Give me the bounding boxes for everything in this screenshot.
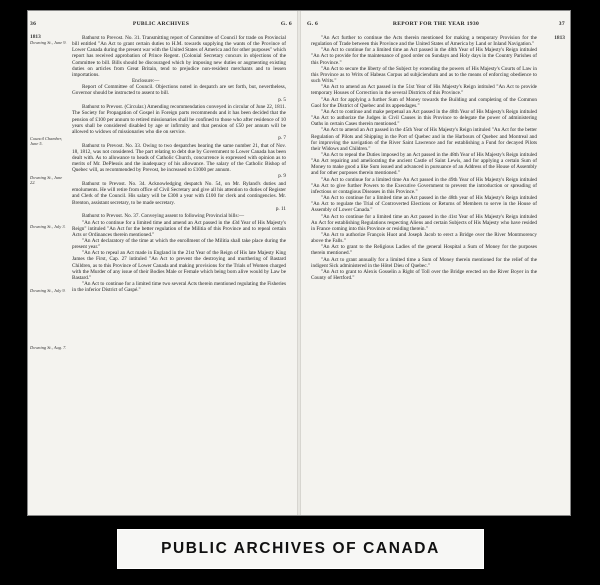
margin-note: Downing St., Aug. 7.	[30, 345, 67, 350]
right-running-title: REPORT FOR THE YEAR 1930	[392, 21, 480, 27]
paragraph: Bathurst to Prevost. No. 37. Conveying assent to following Provincial bills:—	[82, 213, 245, 220]
paragraph: Enclosure:—	[132, 78, 160, 85]
paragraph: "An Act to continue and make perpetual an Act passed in the 48th Year of His Majesty's Reign intituled "An Act to authorize the Judges in Civil Causes in this Province to delegate the power of administering Oaths in certain Cases therein mentioned."	[311, 108, 537, 128]
paragraph: Bathurst to Prevost. No. 34. Acknowledging despatch No. 54, on Mr. Ryland's duties and emoluments. He will retire from office of Civil Secretary and give all his attention to duties of Register and Clerk of the Council. His salary will be £300 a year with £100 for clerk and contingencies. Mr. Brenton, assistant secretary, to be made secretary.	[72, 181, 286, 206]
left-page	[30, 21, 292, 506]
paragraph: "An Act to continue for a limited time an Act passed in the 48th Year of His Majesty's Reign intituled "An Act to provide for the maintenance of good order on Sundays and Holy days in the Country Parishes of this Province."	[311, 47, 537, 66]
paragraph: "An Act to repeal the Duties imposed by an Act passed in the 48th Year of His Majesty's Reign intituled "An Act repairing and ameliorating the ancient Castle of Saint Lewis, and for applying a certain Sum of Money to make good a like Sum issued and advanced in pursuance of an Address of the House of Assembly and for other purposes therein mentioned."	[311, 151, 537, 177]
margin-note: 1813	[554, 35, 565, 41]
paragraph: "An Act declaratory of the time at which the enrollment of the Militia shall take place during the present year."	[72, 238, 286, 251]
paragraph: "An Act to repeal an Act made in England in the 21st Year of the Reign of His late Majesty King James the First, Cap. 27 intituled "An Act to prevent the destroying and murthering of Bastard Children, as to this Province of Lower Canada and making provisions for the Trials of Women charged with the Murder of any issue of their Bodies Male or Female which being born alive would by Law be Bastard."	[72, 250, 286, 281]
page-reference: p. 11	[275, 205, 286, 212]
paragraph: "An Act to continue for a limited time two several Acts therein mentioned regulating the Fisheries in the inferior District of Gaspé."	[72, 281, 286, 294]
left-series: G. 6	[280, 21, 292, 27]
paragraph: "An Act to continue for a limited time and amend an Act passed in the 43d Year of His Majesty's Reign" intituled "An Act for the better regulation of the Militia of this Province and to repeal certain Acts or Ordinances therein mentioned."	[72, 219, 286, 238]
margin-note: Downing St., July 9.	[30, 288, 66, 293]
paragraph: "An Act to authorize François Huot and Joseph Jacob to erect a Bridge over the River Montmorency above the Falls."	[311, 232, 537, 245]
right-running-head	[307, 21, 565, 30]
book-spread	[28, 11, 570, 515]
right-page	[307, 21, 565, 506]
left-page-number: 36	[30, 21, 37, 27]
paragraph: Bathurst to Prevost. No. 31. Transmitting report of Committee of Council for trade on Provincial bill entitled "An Act to grant certain duties to H.M. towards supplying the wants of the Province of Lower Canada during the present war with the United States of America and for other purposes" which report has received approbation of Prince Regent. (Colonial Secretary concurs in objections of the Committee to bill. Bills should be discouraged which by imposing new duties or augmenting existing duties on articles from Great Britain, tend to prejudice non-resident merchants and to lessen importations.	[72, 35, 286, 78]
paragraph: "An Act further to continue the Acts therein mentioned for making a temporary Provision for the regulation of Trade between this Province and the United States of America by Land or Inland Navigation."	[311, 35, 537, 48]
margin-note: Council Chamber, June 5.	[30, 136, 62, 146]
paragraph: "An Act to continue for a limited time an Act passed in the 48th year of His Majesty's Reign intituled "An Act to regulate the Trial of Controverted Elections or Returns of Members to serve in the House of Assembly of Lower Canada."	[311, 195, 537, 214]
paragraph: "An Act to amend an Act passed in the 45th Year of His Majesty's Reign intituled "An Act for the better Regulation of Pilots and Shipping in the Port of Quebec and in the Harbours of Quebec and Montreal and for improving the navigation of the River Saint Lawrence and for establishing a Fund for decayed Pilots their Widows and Children."	[311, 127, 537, 152]
left-page-body	[72, 35, 286, 293]
paragraph: "An Act to grant annually for a limited time a Sum of Money therein mentioned for the relief of the indigent Sick administered in the Hôtel Dieu of Quebec."	[311, 256, 537, 269]
paragraph: "An Act to continue for a limited time an Act passed in the 41st Year of His Majesty's Reign intituled An Act for establishing Regulations respecting Aliens and certain Subjects of His Majesty who have resided in France coming into this Province or residing therein."	[311, 213, 537, 232]
left-running-title: PUBLIC ARCHIVES	[132, 21, 190, 27]
paragraph: Report of Committee of Council. Objections noted in despatch are set forth, but, nevertheless, Governor should be instructed to assent to bill.	[72, 84, 286, 97]
paragraph: Bathurst to Prevost. No. 33. Owing to two despatches bearing the same number 21, that of Nov. 18, 1812, was not considered. The part relating to debt due by Government to Lower Canada has been dealt with. As to allowance to heads of Catholic Church, concurrence is expressed with opinion as to merits of Mr. DePlessis and the inadequacy of his allowance. The salary of the Catholic Bishop of Quebec will, as recommended by Prevost, be increased to £1000 per annum.	[72, 142, 286, 174]
page-reference: p. 9	[278, 173, 286, 180]
right-series: G. 6	[307, 21, 319, 27]
right-page-body	[311, 35, 537, 281]
margin-note: Downing St., June 22.	[30, 175, 63, 185]
archive-label	[117, 529, 484, 569]
paragraph: "An Act to grant to Alexis Gosselin a Right of Toll over the Bridge erected on the River Boyer in the County of Hertford."	[311, 268, 537, 282]
book-gutter	[297, 11, 301, 515]
right-page-number: 37	[558, 21, 565, 27]
page-reference: p. 7	[278, 135, 286, 141]
paragraph: "An Act for applying a further Sum of Money towards the Building and completing of the Common Gaol for the District of Quebec and its appendages."	[311, 96, 537, 109]
page-reference: p. 5	[278, 96, 286, 103]
margin-note: Downing St., July 3.	[30, 224, 66, 229]
paragraph: "An Act to grant to the Religious Ladies of the general Hospital a Sum of Money for the purposes therein mentioned."	[311, 244, 537, 257]
archive-label-text: PUBLIC ARCHIVES OF CANADA	[161, 540, 440, 557]
paragraph: Bathurst to Prevost. (Circular.) Amending recommendation conveyed in circular of June 22, 1811. The Society for Propagation of Gospel in Foreign parts recommends and it has been decided that the pension of £100 per annum to retired missionaries shall be confined to those who after residence of 10 years shall be considered disabled by age or infirmity and that pension of £50 per annum will be allowed to widows of missionaries who die on service.	[72, 104, 286, 135]
paragraph: "An Act to amend an Act passed in the 51st Year of His Majesty's Reign intituled "An Act to provide temporary Houses of Correction in the several Districts of this Province."	[311, 84, 537, 97]
margin-note: 1813 Downing St., June 9.	[30, 34, 67, 45]
paragraph: "An Act to secure the liberty of the Subject by extending the powers of His Majesty's Courts of Law in this Province as to Writs of Habeas Corpus ad subjiciendum and as to the means of enforcing obedience to such Writs."	[311, 65, 537, 85]
paragraph: "An Act to continue for a limited time An Act passed in the 49th Year of His Majesty's Reign intituled "An Act to give further Powers to the Executive Government to prevent the introduction or spreading of infectious or contagious Diseases in this Province."	[311, 176, 537, 195]
left-running-head	[30, 21, 292, 30]
